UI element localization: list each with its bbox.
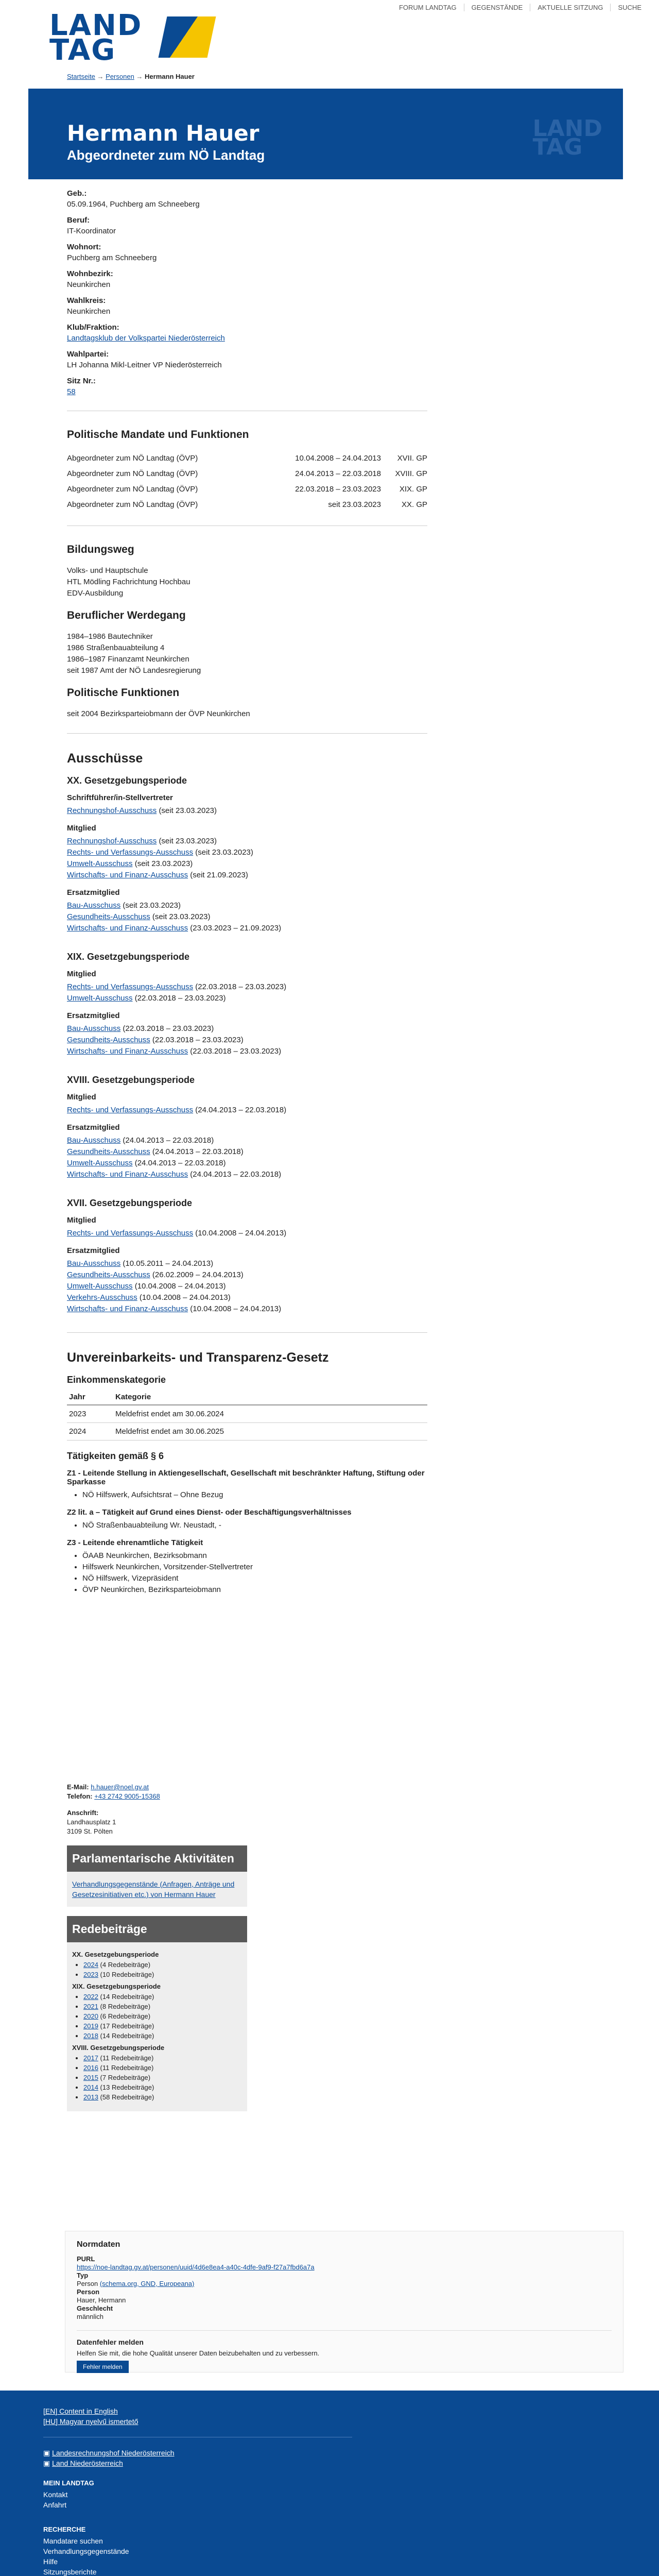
period-title: XVIII. Gesetzgebungsperiode: [67, 1075, 195, 1085]
mandate-row: [67, 481, 427, 497]
datenfehler-title: Datenfehler melden: [77, 2330, 612, 2346]
ausschuss-dates: (seit 23.03.2023): [159, 837, 217, 845]
redebeitraege-title: Redebeiträge: [67, 1916, 247, 1942]
aktivitaeten-link[interactable]: Verhandlungsgegenstände (Anfragen, Anträge und Gesetzesinitiativen etc.) von Hermann Hauer: [72, 1880, 235, 1899]
ausschuss-item: [67, 1035, 427, 1046]
ausschuss-item: [67, 1269, 427, 1281]
tel-key: Telefon:: [67, 1792, 93, 1800]
rede-year-link[interactable]: 2013: [83, 2093, 98, 2101]
role-title: Ersatzmitglied: [67, 1011, 120, 1020]
mandate-desc: Abgeordneter zum NÖ Landtag (ÖVP): [67, 500, 198, 509]
logo-flag-icon: [158, 16, 216, 58]
footer-kontakt[interactable]: Kontakt: [43, 2490, 68, 2499]
fact-row: [67, 322, 427, 344]
puri-link[interactable]: https://noe-landtag.gv.at/personen/uuid/4d6e8ea4-a40c-4dfe-9af9-f27a7fbd6a7a: [77, 2263, 315, 2271]
ausschuss-dates: (22.03.2018 – 23.03.2023): [195, 982, 287, 991]
rede-period: XVIII. Gesetzgebungsperiode: [72, 2044, 165, 2052]
aktivitaeten-title: Parlamentarische Aktivitäten: [67, 1845, 247, 1872]
rede-year-link[interactable]: 2016: [83, 2064, 98, 2072]
ausschuss-link[interactable]: Rechts- und Verfassungs-Ausschuss: [67, 1229, 194, 1238]
ausschuss-dates: (seit 23.03.2023): [159, 806, 217, 815]
jahr-cell: 2023: [67, 1405, 113, 1423]
rede-item: [83, 1970, 242, 1979]
person-value: Hauer, Hermann: [77, 2296, 126, 2304]
ausschuss-item: [67, 870, 427, 881]
rede-list: [83, 1992, 242, 2041]
rede-count: (17 Redebeiträge): [100, 2022, 154, 2030]
fact-key: Wohnbezirk:: [67, 269, 113, 278]
rede-count: (14 Redebeiträge): [100, 2032, 154, 2040]
ausschuss-link[interactable]: Wirtschafts- und Finanz-Ausschuss: [67, 1304, 188, 1313]
fact-row: [67, 376, 427, 397]
normdaten-box: [65, 2231, 623, 2372]
mandate-row: [67, 450, 427, 466]
kategorie-cell: Meldefrist endet am 30.06.2024: [113, 1405, 427, 1423]
ausschuss-link[interactable]: Wirtschafts- und Finanz-Ausschuss: [67, 1170, 188, 1179]
beruf-line: seit 1987 Amt der NÖ Landesregierung: [67, 666, 201, 675]
period-title: XIX. Gesetzgebungsperiode: [67, 952, 190, 962]
ausschuss-dates: (22.03.2018 – 23.03.2023): [190, 1047, 282, 1056]
ausschuss-dates: (23.03.2023 – 21.09.2023): [190, 924, 282, 933]
footer-lrh-link[interactable]: Landesrechnungshof Niederösterreich: [52, 2449, 175, 2457]
ausschuss-item: [67, 1258, 427, 1269]
rede-item: [83, 2021, 242, 2031]
rede-item: [83, 2082, 242, 2092]
polfunk-line: seit 2004 Bezirksparteiobmann der ÖVP Neunkirchen: [67, 709, 250, 718]
nav-gegenstaende[interactable]: GEGENSTÄNDE: [464, 4, 530, 11]
kategorie-cell: Meldefrist endet am 30.06.2025: [113, 1423, 427, 1440]
fact-value[interactable]: Landtagsklub der Volkspartei Niederösterreich: [67, 334, 225, 343]
footer-anfahrt[interactable]: Anfahrt: [43, 2501, 67, 2509]
addr-line2: 3109 St. Pölten: [67, 1827, 113, 1835]
ausschuss-link[interactable]: Gesundheits-Ausschuss: [67, 1270, 150, 1279]
ausschuss-item: [67, 923, 427, 934]
bildung-line: Volks- und Hauptschule: [67, 566, 148, 575]
rede-item: [83, 2073, 242, 2082]
ausschuss-link[interactable]: Bau-Ausschuss: [67, 1024, 121, 1033]
ausschuss-item: [67, 1292, 427, 1303]
ausschuss-link[interactable]: Gesundheits-Ausschuss: [67, 912, 150, 921]
ausschuss-item: [67, 900, 427, 911]
ausschuss-item: [67, 1281, 427, 1292]
ausschuss-dates: (24.04.2013 – 22.03.2018): [134, 1159, 226, 1167]
beruf-title: Beruflicher Werdegang: [67, 609, 186, 621]
ausschuss-item: [67, 847, 427, 858]
rede-item: [83, 2063, 242, 2073]
person-facts: [67, 188, 427, 397]
aktivitaeten-box: [67, 1845, 247, 1907]
rede-period: XX. Gesetzgebungsperiode: [72, 1951, 159, 1958]
ausschuss-dates: (seit 23.03.2023): [134, 859, 193, 868]
ausschuss-dates: (10.04.2008 – 24.04.2013): [139, 1293, 231, 1302]
rede-year-link[interactable]: 2020: [83, 2012, 98, 2020]
addr-key: Anschrift:: [67, 1809, 99, 1817]
fact-row: [67, 188, 427, 210]
mandate-row: [67, 497, 427, 512]
ausschuss-link[interactable]: Umwelt-Ausschuss: [67, 1282, 133, 1291]
rede-count: (4 Redebeiträge): [100, 1961, 151, 1969]
nav-suche[interactable]: SUCHE: [610, 4, 649, 11]
ausschuss-dates: (24.04.2013 – 22.03.2018): [195, 1106, 287, 1114]
table-row: [67, 1423, 427, 1440]
ausschuss-item: [67, 981, 427, 993]
mandate-title: Politische Mandate und Funktionen: [67, 429, 249, 440]
ausschuss-link[interactable]: Bau-Ausschuss: [67, 901, 121, 910]
fact-value[interactable]: 58: [67, 387, 76, 396]
rede-item: [83, 2002, 242, 2011]
fact-row: [67, 242, 427, 263]
role-title: Ersatzmitglied: [67, 888, 120, 897]
ausschuss-link[interactable]: Bau-Ausschuss: [67, 1259, 121, 1268]
footer-section-mein-landtag: MEIN LANDTAG: [43, 2479, 94, 2487]
period-block: [67, 1075, 427, 1180]
person-key: Person: [77, 2288, 100, 2296]
normdaten-title: Normdaten: [77, 2240, 120, 2249]
fact-row: [67, 349, 427, 370]
rede-count: (58 Redebeiträge): [100, 2093, 154, 2101]
rede-year-link[interactable]: 2023: [83, 1971, 98, 1978]
taetigkeit-item: • NÖ Hilfswerk, Aufsichtsrat – Ohne Bezug: [82, 1489, 427, 1501]
rede-period: XIX. Gesetzgebungsperiode: [72, 1982, 161, 1990]
ausschuss-dates: (seit 23.03.2023): [195, 848, 253, 857]
col-jahr: Jahr: [67, 1389, 113, 1405]
ausschuss-item: [67, 805, 427, 817]
hero-watermark: LAND TAG: [532, 115, 602, 160]
fact-value: Neunkirchen: [67, 280, 111, 289]
bildung-line: EDV-Ausbildung: [67, 589, 124, 598]
tel-link[interactable]: +43 2742 9005-15368: [94, 1792, 160, 1800]
rede-year-link[interactable]: 2018: [83, 2032, 98, 2040]
ausschuss-link[interactable]: Rechnungshof-Ausschuss: [67, 837, 157, 845]
ausschuss-link[interactable]: Wirtschafts- und Finanz-Ausschuss: [67, 924, 188, 933]
ausschuesse-list: [67, 775, 427, 1315]
fact-key: Klub/Fraktion:: [67, 323, 119, 332]
period-block: [67, 952, 427, 1057]
nav-forum[interactable]: FORUM LANDTAG: [398, 3, 457, 11]
beruf-line: 1986 Straßenbauabteilung 4: [67, 643, 165, 652]
role-title: Mitglied: [67, 1216, 96, 1225]
person-role: Abgeordneter zum NÖ Landtag: [67, 147, 265, 163]
footer-hilfe[interactable]: Hilfe: [43, 2557, 58, 2566]
role-title: Schriftführer/in-Stellvertreter: [67, 793, 173, 802]
ausschuss-link[interactable]: Rechts- und Verfassungs-Ausschuss: [67, 848, 194, 857]
mandate-desc: Abgeordneter zum NÖ Landtag (ÖVP): [67, 484, 198, 494]
ausschuss-dates: (10.04.2008 – 24.04.2013): [190, 1304, 282, 1313]
rede-year-link[interactable]: 2017: [83, 2054, 98, 2062]
rede-count: (7 Redebeiträge): [100, 2074, 151, 2081]
rede-year-link[interactable]: 2014: [83, 2083, 98, 2091]
z1-list: [82, 1489, 427, 1501]
datenfehler-desc: Helfen Sie mit, die hohe Qualität unserer Daten beizubehalten und zu verbessern.: [77, 2349, 320, 2357]
ausschuss-item: [67, 1228, 427, 1239]
t6-title: Tätigkeiten gemäß § 6: [67, 1451, 164, 1461]
ausschuss-item: [67, 858, 427, 870]
ausschuss-item: [67, 1135, 427, 1146]
gesch-value: männlich: [77, 2313, 104, 2320]
ausschuss-dates: (24.04.2013 – 22.03.2018): [152, 1147, 244, 1156]
fact-value: IT-Koordinator: [67, 227, 116, 235]
z2-list: [82, 1520, 427, 1531]
mandate-gp: XIX. GP: [399, 484, 427, 494]
ausschuss-item: [67, 1023, 427, 1035]
table-row: [67, 1405, 427, 1423]
taetigkeit-item: • ÖVP Neunkirchen, Bezirksparteiobmann: [82, 1584, 427, 1596]
footer-land-link[interactable]: Land Niederösterreich: [52, 2459, 123, 2467]
fact-key: Wahlkreis:: [67, 296, 106, 305]
ausschuss-link[interactable]: Verkehrs-Ausschuss: [67, 1293, 137, 1302]
polfunk-title: Politische Funktionen: [67, 687, 180, 699]
fact-key: Wahlpartei:: [67, 350, 109, 359]
site-footer: [EN] Content in English [HU] Magyar nyelvű ismertető ▣ Landesrechnungshof Niederösterreich ▣ Land Niederösterreich MEIN LANDTAG Kontakt Anfahrt RECHERCHE Mandatare suchen Verhandlungsgegenstände Hilfe Sitzungsberichte: [0, 2391, 659, 2576]
period-block: [67, 1198, 427, 1315]
footer-en-link[interactable]: [EN] Content in English: [43, 2407, 118, 2415]
z3-title: Z3 - Leitende ehrenamtliche Tätigkeit: [67, 1538, 203, 1547]
beruf-list: [67, 631, 427, 676]
col-kategorie: Kategorie: [113, 1389, 427, 1405]
fact-value: Puchberg am Schneeberg: [67, 253, 157, 262]
beruf-line: 1984–1986 Bautechniker: [67, 632, 153, 641]
ausschuss-link[interactable]: Umwelt-Ausschuss: [67, 1159, 133, 1167]
polfunk-list: [67, 708, 427, 720]
footer-sitzungsberichte[interactable]: Sitzungsberichte: [43, 2568, 97, 2576]
ausschuss-item: [67, 1303, 427, 1315]
rede-count: (8 Redebeiträge): [100, 2003, 151, 2010]
ausschuss-dates: (seit 23.03.2023): [123, 901, 181, 910]
ausschuss-link[interactable]: Umwelt-Ausschuss: [67, 994, 133, 1003]
email-link[interactable]: h.hauer@noel.gv.at: [91, 1783, 149, 1791]
rede-item: [83, 2031, 242, 2041]
ausschuss-link[interactable]: Wirtschafts- und Finanz-Ausschuss: [67, 871, 188, 879]
mandate-row: [67, 466, 427, 481]
bildung-line: HTL Mödling Fachrichtung Hochbau: [67, 578, 190, 586]
jahr-cell: 2024: [67, 1423, 113, 1440]
mandate-date: seit 23.03.2023: [328, 500, 381, 509]
ausschuss-link[interactable]: Wirtschafts- und Finanz-Ausschuss: [67, 1047, 188, 1056]
fact-row: [67, 215, 427, 236]
mandate-gp: XX. GP: [401, 500, 427, 509]
ausschuss-link[interactable]: Rechts- und Verfassungs-Ausschuss: [67, 982, 194, 991]
email-key: E-Mail:: [67, 1783, 89, 1791]
rede-year-link[interactable]: 2024: [83, 1961, 98, 1969]
footer-hu-link[interactable]: [HU] Magyar nyelvű ismertető: [43, 2417, 138, 2426]
beruf-line: 1986–1987 Finanzamt Neunkirchen: [67, 655, 189, 664]
role-title: Ersatzmitglied: [67, 1123, 120, 1132]
bildung-list: [67, 565, 427, 599]
ausschuss-dates: (seit 23.03.2023): [152, 912, 211, 921]
rede-list: [83, 1960, 242, 1979]
rede-count: (13 Redebeiträge): [100, 2083, 154, 2091]
mandate-date: 22.03.2018 – 23.03.2023: [295, 484, 381, 494]
footer-verhandlungsgegenstaende[interactable]: Verhandlungsgegenstände: [43, 2547, 129, 2555]
mandate-desc: Abgeordneter zum NÖ Landtag (ÖVP): [67, 453, 198, 463]
breadcrumb-home[interactable]: Startseite: [67, 73, 95, 80]
taetigkeit-item: • NÖ Hilfswerk, Vizepräsident: [82, 1573, 427, 1584]
fact-row: [67, 295, 427, 317]
mandate-date: 24.04.2013 – 22.03.2018: [295, 469, 381, 478]
addr-line1: Landhausplatz 1: [67, 1818, 116, 1826]
rede-count: (11 Redebeiträge): [100, 2064, 154, 2072]
redebeitraege-box: [67, 1916, 247, 2111]
rede-item: [83, 2011, 242, 2021]
rede-item: [83, 2092, 242, 2102]
rede-item: [83, 2053, 242, 2063]
fact-value: Neunkirchen: [67, 307, 111, 316]
top-navigation: [392, 0, 649, 14]
typ-value: Person: [77, 2280, 98, 2287]
rede-list: [83, 2053, 242, 2102]
typ-links[interactable]: (schema.org, GND, Europeana): [99, 2280, 195, 2287]
ausschuss-link[interactable]: Rechnungshof-Ausschuss: [67, 806, 157, 815]
footer-section-recherche: RECHERCHE: [43, 2526, 86, 2533]
ausschuss-item: [67, 1169, 427, 1180]
taetigkeit-item: • Hilfswerk Neunkirchen, Vorsitzender-Stellvertreter: [82, 1562, 427, 1573]
nav-sitzung[interactable]: AKTUELLE SITZUNG: [530, 4, 610, 11]
z2-title: Z2 lit. a – Tätigkeit auf Grund eines Dienst- oder Beschäftigungsverhältnisses: [67, 1508, 352, 1517]
ausschuss-item: [67, 1105, 427, 1116]
period-title: XX. Gesetzgebungsperiode: [67, 775, 187, 786]
ausschuss-item: [67, 1046, 427, 1057]
rede-count: (10 Redebeiträge): [100, 1971, 154, 1978]
fact-row: [67, 268, 427, 290]
rede-count: (6 Redebeiträge): [100, 2012, 151, 2020]
ausschuss-dates: (22.03.2018 – 23.03.2023): [152, 1036, 244, 1044]
taetigkeit-item: • NÖ Straßenbauabteilung Wr. Neustadt, -: [82, 1520, 427, 1531]
ausschuss-item: [67, 836, 427, 847]
fehler-melden-button[interactable]: Fehler melden: [77, 2361, 129, 2373]
period-title: XVII. Gesetzgebungsperiode: [67, 1198, 193, 1208]
utg-title: Unvereinbarkeits- und Transparenz-Gesetz: [67, 1350, 329, 1365]
ausschuss-dates: (26.02.2009 – 24.04.2013): [152, 1270, 244, 1279]
site-header: [0, 0, 659, 75]
fact-key: Beruf:: [67, 216, 90, 225]
ausschuss-dates: (24.04.2013 – 22.03.2018): [190, 1170, 282, 1179]
ausschuss-link[interactable]: Umwelt-Ausschuss: [67, 859, 133, 868]
fact-key: Sitz Nr.:: [67, 377, 96, 385]
breadcrumb: Startseite → Personen → Hermann Hauer: [67, 73, 195, 80]
rede-count: (14 Redebeiträge): [100, 1993, 154, 2001]
role-title: Ersatzmitglied: [67, 1246, 120, 1255]
rede-year-link[interactable]: 2022: [83, 1993, 98, 2001]
role-title: Mitglied: [67, 1093, 96, 1101]
fact-value: 05.09.1964, Puchberg am Schneeberg: [67, 200, 200, 209]
breadcrumb-current: Hermann Hauer: [145, 73, 195, 80]
ausschuss-dates: (10.04.2008 – 24.04.2013): [195, 1229, 287, 1238]
role-title: Mitglied: [67, 970, 96, 978]
ausschuss-link[interactable]: Bau-Ausschuss: [67, 1136, 121, 1145]
ausschuss-link[interactable]: Gesundheits-Ausschuss: [67, 1147, 150, 1156]
ausschuss-dates: (22.03.2018 – 23.03.2023): [123, 1024, 214, 1033]
rede-year-link[interactable]: 2019: [83, 2022, 98, 2030]
bildung-title: Bildungsweg: [67, 544, 134, 555]
ausschuss-link[interactable]: Rechts- und Verfassungs-Ausschuss: [67, 1106, 194, 1114]
fact-value: LH Johanna Mikl-Leitner VP Niederösterreich: [67, 361, 222, 369]
landtag-logo[interactable]: [49, 9, 214, 67]
z1-title: Z1 - Leitende Stellung in Aktiengesellschaft, Gesellschaft mit beschränkter Haftung, Stiftung oder Sparkasse: [67, 1469, 425, 1486]
gesch-key: Geschlecht: [77, 2304, 113, 2312]
ek-title: Einkommenskategorie: [67, 1375, 166, 1385]
ausschuss-dates: (seit 21.09.2023): [190, 871, 248, 879]
ausschuss-dates: (10.05.2011 – 24.04.2013): [123, 1259, 214, 1268]
z3-list: [82, 1550, 427, 1596]
ausschuss-item: [67, 1158, 427, 1169]
ausschuss-item: [67, 993, 427, 1004]
ausschuss-dates: (22.03.2018 – 23.03.2023): [134, 994, 226, 1003]
ausschuss-dates: (10.04.2008 – 24.04.2013): [134, 1282, 226, 1291]
ausschuss-dates: (24.04.2013 – 22.03.2018): [123, 1136, 214, 1145]
mandate-gp: XVII. GP: [397, 453, 427, 463]
sidebar: [67, 1783, 247, 2111]
logo-text: LAND TAG: [49, 9, 143, 67]
fact-key: Geb.:: [67, 189, 87, 198]
ausschuss-link[interactable]: Gesundheits-Ausschuss: [67, 1036, 150, 1044]
rede-year-link[interactable]: 2015: [83, 2074, 98, 2081]
mandate-desc: Abgeordneter zum NÖ Landtag (ÖVP): [67, 469, 198, 478]
mandate-list: [67, 450, 427, 512]
ausschuss-item: [67, 1146, 427, 1158]
ausschuss-item: [67, 911, 427, 923]
period-block: [67, 775, 427, 934]
rede-year-link[interactable]: 2021: [83, 2003, 98, 2010]
role-title: Mitglied: [67, 824, 96, 833]
footer-mandatare[interactable]: Mandatare suchen: [43, 2537, 103, 2545]
taetigkeit-item: • ÖAAB Neunkirchen, Bezirksobmann: [82, 1550, 427, 1562]
rede-item: [83, 1992, 242, 2002]
main-content: [67, 183, 427, 1603]
fact-key: Wohnort:: [67, 243, 101, 251]
ausschuesse-title: Ausschüsse: [67, 751, 143, 766]
puri-key: PURL: [77, 2255, 95, 2263]
rede-item: [83, 1960, 242, 1970]
rede-count: (11 Redebeiträge): [100, 2054, 154, 2062]
mandate-gp: XVIII. GP: [395, 469, 427, 478]
person-name: Hermann Hauer: [67, 121, 259, 146]
person-hero: [28, 89, 623, 179]
breadcrumb-personen[interactable]: Personen: [106, 73, 134, 80]
mandate-date: 10.04.2008 – 24.04.2013: [295, 453, 381, 463]
einkommen-table: [67, 1389, 427, 1440]
typ-key: Typ: [77, 2272, 89, 2279]
